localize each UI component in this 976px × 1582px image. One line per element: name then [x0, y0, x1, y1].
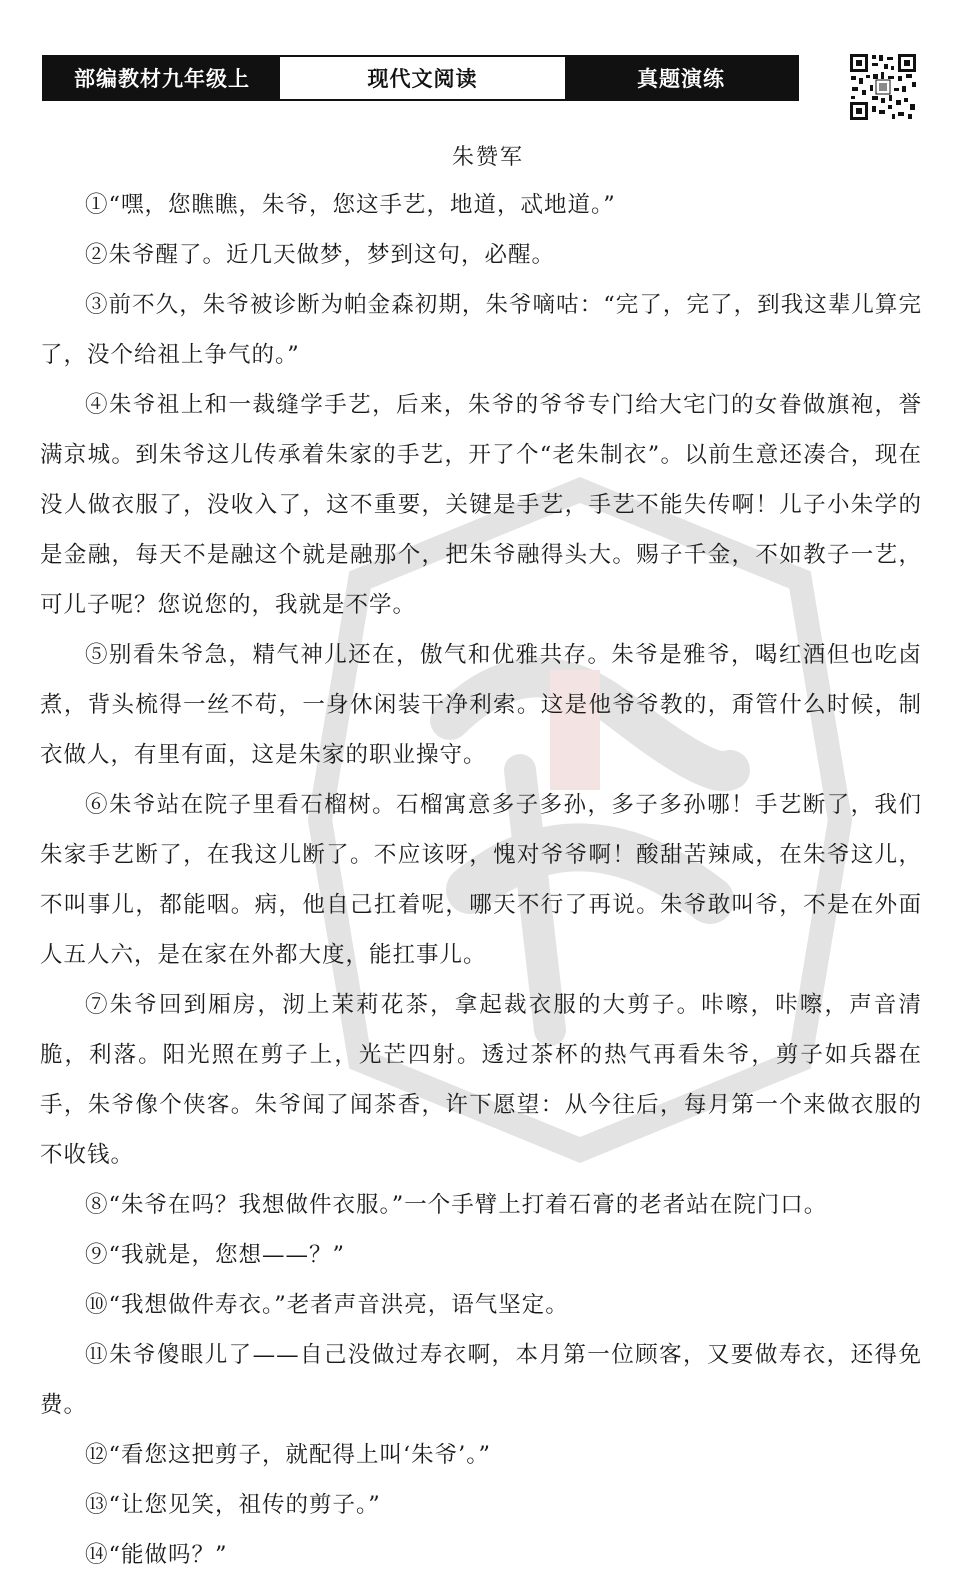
header-section: 现代文阅读	[280, 57, 565, 99]
paragraph: ①“嘿，您瞧瞧，朱爷，您这手艺，地道，忒地道。”	[85, 192, 616, 218]
qr-code-icon	[848, 52, 918, 122]
paragraph: ②朱爷醒了。近几天做梦，梦到这句，必醒。	[85, 242, 556, 268]
paragraph: ⑨“我就是，您想——？”	[85, 1242, 346, 1268]
paragraph: ⑦朱爷回到厢房，沏上茉莉花茶，拿起裁衣服的大剪子。咔嚓，咔嚓，声音清脆，利落。阳光照在剪子上，光芒四射。透过茶杯的热气再看朱爷，剪子如兵器在手，朱爷像个侠客。朱爷闻了闻茶香，许下愿望：从今往后，每月第一个来做衣服的不收钱。	[40, 992, 922, 1168]
paragraph: ⑭“能做吗？”	[85, 1542, 228, 1568]
paragraph: ⑥朱爷站在院子里看石榴树。石榴寓意多子多孙，多子多孙哪！手艺断了，我们朱家手艺断了，在我这儿断了。不应该呀，愧对爷爷啊！酸甜苦辣咸，在朱爷这儿，不叫事儿，都能咽。病，他自己扛着呢，哪天不行了再说。朱爷敢叫爷，不是在外面人五人六，是在家在外都大度，能扛事儿。	[40, 792, 922, 968]
paragraph: ⑪朱爷傻眼儿了——自己没做过寿衣啊，本月第一位顾客，又要做寿衣，还得免费。	[40, 1342, 922, 1418]
paragraph: ⑧“朱爷在吗？我想做件衣服。”一个手臂上打着石膏的老者站在院门口。	[85, 1192, 828, 1218]
paragraph: ⑫“看您这把剪子，就配得上叫‘朱爷’。”	[85, 1442, 492, 1468]
paragraph: ⑩“我想做件寿衣。”老者声音洪亮，语气坚定。	[85, 1292, 569, 1318]
paragraph: ③前不久，朱爷被诊断为帕金森初期，朱爷嘀咕：“完了，完了，到我这辈儿算完了，没个给祖上争气的。”	[40, 292, 922, 368]
article-title: 朱赞军	[451, 145, 524, 170]
header-practice: 真题演练	[565, 57, 797, 99]
header-bar	[42, 55, 799, 101]
paragraph: ⑤别看朱爷急，精气神儿还在，傲气和优雅共存。朱爷是雅爷，喝红酒但也吃卤煮，背头梳得一丝不苟，一身休闲装干净利索。这是他爷爷教的，甭管什么时候，制衣做人，有里有面，这是朱家的职业操守。	[40, 642, 922, 768]
article-body	[40, 180, 922, 1580]
paragraph: ④朱爷祖上和一裁缝学手艺，后来，朱爷的爷爷专门给大宅门的女眷做旗袍，誉满京城。到朱爷这儿传承着朱家的手艺，开了个“老朱制衣”。以前生意还凑合，现在没人做衣服了，没收入了，这不重要，关键是手艺，手艺不能失传啊！儿子小朱学的是金融，每天不是融这个就是融那个，把朱爷融得头大。赐子千金，不如教子一艺，可儿子呢？您说您的，我就是不学。	[40, 392, 922, 618]
header-grade: 部编教材九年级上	[44, 57, 280, 99]
paragraph: ⑬“让您见笑，祖传的剪子。”	[85, 1492, 381, 1518]
